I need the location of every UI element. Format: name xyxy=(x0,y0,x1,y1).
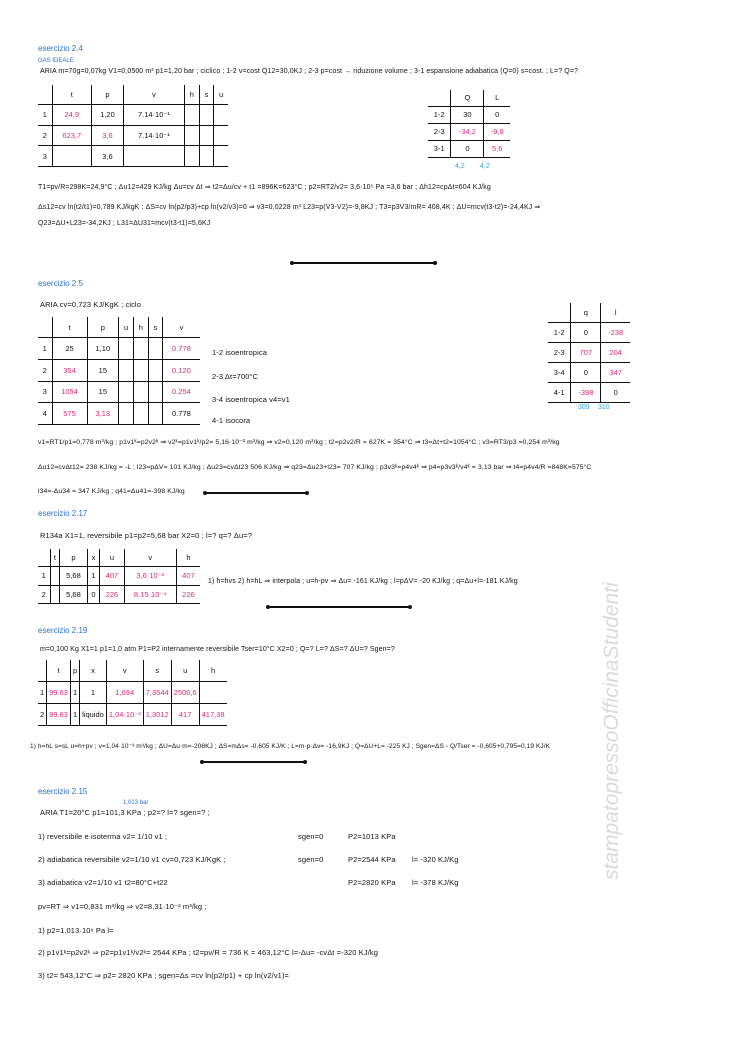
column-header xyxy=(38,660,47,681)
table-cell: 3-1 xyxy=(428,140,451,157)
table-cell: 5,6 xyxy=(484,140,510,157)
column-header: u xyxy=(119,317,134,338)
table-cell: 3 xyxy=(38,146,52,167)
case-description: 3) adiabatica v2=1/10 v1 t2=80°C+t22 xyxy=(38,878,168,887)
column-header xyxy=(548,303,571,322)
table-cell: 1 xyxy=(87,567,100,585)
table-cell: 0 xyxy=(571,322,601,342)
total-l: 4,2 xyxy=(480,163,490,170)
table-cell: 0.778 xyxy=(162,338,200,360)
table-cell: 4 xyxy=(38,403,52,425)
table-cell xyxy=(52,146,91,167)
table-cell: 347 xyxy=(601,362,630,382)
process-note: 1-2 isoentropica xyxy=(212,348,267,357)
table-cell xyxy=(184,125,199,146)
table-row xyxy=(38,359,200,381)
column-header: s xyxy=(148,317,162,338)
table-header-row xyxy=(38,85,228,105)
table-cell: 1054 xyxy=(52,381,87,403)
table-cell: 30 xyxy=(451,106,484,123)
formula-line: 1) h=hvs 2) h=hL ⇒ interpola ; u=h-pv ⇒ Δu= -161 KJ/kg ; l=pΔV= -20 KJ/kg ; q=Δu+l=-181 KJ/kg xyxy=(208,578,518,585)
table-row xyxy=(38,403,200,425)
table-cell: 1,694 xyxy=(106,681,143,703)
formula-line: Δu12=cvΔt12= 238 KJ/kg = -L ; l23=pΔV= 101 KJ/kg ; Δu23=cvΔt23 506 KJ/kg ⇒ q23=Δu23+l23= 707 KJ/kg ; p3v3ᵏ=p4v4ᵏ ⇒ p4=p3v3ᵏ/v4ᵏ = 3,13 bar ⇒ t4=p4v4/R =848K=575°C xyxy=(38,464,592,471)
column-header: p xyxy=(91,85,123,105)
table-cell: 417,38 xyxy=(199,703,226,725)
table-cell: 99.63 xyxy=(47,703,71,725)
exercise-subtitle: GAS IDEALE xyxy=(38,58,74,64)
table-cell: 1-2 xyxy=(428,106,451,123)
table-cell xyxy=(199,125,213,146)
table-header-row xyxy=(428,90,510,106)
state-table xyxy=(38,317,200,425)
heat-work-table xyxy=(548,303,630,403)
column-header: p xyxy=(70,660,79,681)
table-cell: 204 xyxy=(601,342,630,362)
table-cell xyxy=(148,381,162,403)
table-header-row xyxy=(38,549,200,567)
column-header: t xyxy=(50,549,60,567)
table-cell: 4-1 xyxy=(548,382,571,402)
table-row xyxy=(548,382,630,402)
column-header: h xyxy=(133,317,148,338)
table-cell: 1,20 xyxy=(91,105,123,126)
table-cell: 24,9 xyxy=(52,105,91,126)
table-cell xyxy=(199,681,226,703)
table-cell: 0 xyxy=(571,362,601,382)
table-cell: 0 xyxy=(484,106,510,123)
table-row xyxy=(548,362,630,382)
table-cell: 7.14·10⁻¹ xyxy=(124,105,185,126)
table-cell: 623,7 xyxy=(52,125,91,146)
table-cell: 0.778 xyxy=(162,403,200,425)
column-header: x xyxy=(80,660,107,681)
table-cell xyxy=(184,146,199,167)
column-header: h xyxy=(199,660,226,681)
case-sgen: sgen=0 xyxy=(298,832,324,841)
table-cell: 3 xyxy=(38,381,52,403)
pressure-note: 1,013 bar xyxy=(123,800,149,806)
table-cell: 1 xyxy=(38,338,52,360)
problem-statement: R134a X1=1, reversibile p1=p2=5,68 bar X2=0 ; l=? q=? Δu=? xyxy=(40,531,253,540)
process-note: 3-4 isoentropica v4=v1 xyxy=(212,395,290,404)
work-line: 3) t2= 543,12°C ⇒ p2= 2820 KPa ; sgen=Δs =cv ln(p2/p1) + cp ln(v2/v1)= xyxy=(38,971,290,980)
column-header: t xyxy=(52,85,91,105)
table-row xyxy=(38,681,227,703)
column-header: p xyxy=(60,549,87,567)
table-cell xyxy=(133,359,148,381)
state-table xyxy=(38,660,227,726)
table-cell xyxy=(50,567,60,585)
table-cell: 2-3 xyxy=(428,123,451,140)
column-header xyxy=(38,549,50,567)
table-cell xyxy=(214,146,228,167)
table-cell: 0.120 xyxy=(162,359,200,381)
column-header: v xyxy=(106,660,143,681)
problem-statement: ARIA T1=20°C p1=101,3 KPa ; p2=? l=? sgen=? ; xyxy=(40,808,210,817)
table-cell: 407 xyxy=(100,567,124,585)
table-cell: 2506,6 xyxy=(171,681,199,703)
column-header: u xyxy=(171,660,199,681)
table-cell xyxy=(214,105,228,126)
section-divider xyxy=(205,492,307,494)
table-cell xyxy=(148,338,162,360)
table-cell: 5,68 xyxy=(60,585,87,603)
column-header: s xyxy=(199,85,213,105)
formula-line: Δs12=cv ln(t2/t1)=0,789 KJ/kgK ; ΔS=cv ln(p2/p3)+cp ln(v2/v3)=0 ⇒ v3=0,0228 m³ L23=p(V3-V2)=-9,8KJ ; T3=p3V3/mR= 408,4K ; ΔU=mcv(t3-t2)=-24,4KJ ⇒ xyxy=(38,204,541,211)
table-cell: 1 xyxy=(70,681,79,703)
table-cell: liquido xyxy=(80,703,107,725)
exercise-title-2-5: esercizio 2.5 xyxy=(38,279,83,288)
column-header: v xyxy=(124,549,176,567)
column-header: l xyxy=(601,303,630,322)
column-header: h xyxy=(176,549,200,567)
table-cell: -34,2 xyxy=(451,123,484,140)
column-header: u xyxy=(100,549,124,567)
table-cell xyxy=(199,146,213,167)
case-pressure: P2=1013 KPa xyxy=(348,832,396,841)
table-cell: -9,8 xyxy=(484,123,510,140)
table-row xyxy=(428,106,510,123)
case-description: 1) reversibile e isoterma v2= 1/10 v1 ; xyxy=(38,832,168,841)
table-header-row xyxy=(38,317,200,338)
formula-line: v1=RT1/p1=0,778 m³/kg ; p1v1ᵏ=p2v2ᵏ ⇒ v2ᵏ=p1v1ᵏ/p2= 5,16·10⁻² m³/kg ⇒ v2=0,120 m³/kg ; t2=p2v2/R = 627K = 354°C ⇒ t3=Δt+t2=1054°C ; v3=RT3/p3 =0,254 m³/kg xyxy=(38,439,560,446)
table-cell: 1-2 xyxy=(548,322,571,342)
column-header: L xyxy=(484,90,510,106)
exercise-title-2-17: esercizio 2.17 xyxy=(38,509,88,518)
table-cell xyxy=(133,381,148,403)
table-cell: 0 xyxy=(451,140,484,157)
exercise-title-2-4: esercizio 2.4 xyxy=(38,44,83,53)
table-cell: 1,10 xyxy=(87,338,119,360)
table-cell: 407 xyxy=(176,567,200,585)
table-cell: 3,6 xyxy=(91,146,123,167)
column-header: v xyxy=(162,317,200,338)
table-cell: 1,3012 xyxy=(143,703,171,725)
total-q: 309 xyxy=(578,404,590,411)
total-q: 4,2 xyxy=(455,163,465,170)
column-header: u xyxy=(214,85,228,105)
table-cell: 0 xyxy=(601,382,630,402)
section-divider xyxy=(268,606,410,608)
table-cell xyxy=(148,403,162,425)
column-header xyxy=(428,90,451,106)
exercise-title-2-19: esercizio 2.19 xyxy=(38,626,88,635)
problem-statement: ARIA m=70g=0,07kg V1=0,0500 m³ p1=1,20 bar ; ciclico ; 1-2 v=cost Q12=30,0KJ ; 2-3 p=cost → riduzione volume ; 3-1 espansione adiabatica (Q=0) s=cost. ; L=? Q=? xyxy=(40,68,578,75)
state-table xyxy=(38,549,200,604)
table-cell: 575 xyxy=(52,403,87,425)
column-header: v xyxy=(124,85,185,105)
table-cell: 354 xyxy=(52,359,87,381)
table-cell: 8.15·10⁻⁴ xyxy=(124,585,176,603)
exercise-title-2-15: esercizio 2.15 xyxy=(38,787,88,796)
problem-statement: m=0,100 Kg X1=1 p1=1,0 atm P1=P2 internamente reversibile Tser=10°C X2=0 ; Q=? L=? ΔS=? ΔU=? Sgen=? xyxy=(40,646,395,653)
work-line: 1) p2=1,013·10⁶ Pa l= xyxy=(38,926,114,935)
table-row xyxy=(548,322,630,342)
table-cell: 707 xyxy=(571,342,601,362)
table-row xyxy=(38,125,228,146)
table-cell: 1 xyxy=(70,703,79,725)
table-cell xyxy=(133,338,148,360)
column-header: h xyxy=(184,85,199,105)
table-cell: 5,68 xyxy=(60,567,87,585)
table-cell: 1 xyxy=(38,105,52,126)
problem-statement: ARIA cv=0,723 KJ/KgK ; ciclo xyxy=(40,300,141,309)
table-cell xyxy=(184,105,199,126)
table-cell: 1,04·10⁻³ xyxy=(106,703,143,725)
formula-line: T1=pv/R=298K=24,9°C ; Δu12=429 KJ/kg Δu=cv Δt ⇒ t2=Δu/cv + t1 =896K=623°C ; p2=RT2/v2= 3,6·10⁵ Pa =3,6 bar ; Δh12=cpΔt=604 KJ/kg xyxy=(38,184,491,191)
table-cell: 99.63 xyxy=(47,681,71,703)
table-cell: 25 xyxy=(52,338,87,360)
process-note: 2-3 Δt=700°C xyxy=(212,372,259,381)
table-cell: 1 xyxy=(38,567,50,585)
table-row xyxy=(428,140,510,157)
table-cell: 15 xyxy=(87,359,119,381)
table-cell: 417 xyxy=(171,703,199,725)
table-row xyxy=(548,342,630,362)
table-cell: 7.14·10⁻¹ xyxy=(124,125,185,146)
table-row xyxy=(38,585,200,603)
work-line: pv=RT ⇒ v1=0,831 m³/kg ⇒ v2=8,31·10⁻² m³/kg ; xyxy=(38,902,207,911)
table-header-row xyxy=(548,303,630,322)
column-header: s xyxy=(143,660,171,681)
table-row xyxy=(38,381,200,403)
table-row xyxy=(428,123,510,140)
column-header: x xyxy=(87,549,100,567)
table-cell: 2 xyxy=(38,125,52,146)
total-l: 310 xyxy=(598,404,610,411)
table-cell xyxy=(119,381,134,403)
case-sgen: sgen=0 xyxy=(298,855,324,864)
table-cell xyxy=(148,359,162,381)
table-cell xyxy=(119,359,134,381)
table-cell: 226 xyxy=(100,585,124,603)
table-cell: 3-4 xyxy=(548,362,571,382)
column-header: Q xyxy=(451,90,484,106)
case-pressure: P2=2820 KPa xyxy=(348,878,396,887)
table-cell: 2 xyxy=(38,585,50,603)
table-cell: 2 xyxy=(38,703,47,725)
table-row xyxy=(38,703,227,725)
table-row xyxy=(38,105,228,126)
formula-line: Q23=ΔU+L23=-34,2KJ ; L31=ΔU31=mcv(t3-t1)=5,6KJ xyxy=(38,220,211,227)
table-cell xyxy=(214,125,228,146)
case-work: l= -378 KJ/Kg xyxy=(412,878,459,887)
formula-line: l34=-Δu34 = 347 KJ/kg ; q41=Δu41=-398 KJ/kg xyxy=(38,488,185,495)
heat-work-table xyxy=(428,90,510,158)
case-pressure: P2=2544 KPa xyxy=(348,855,396,864)
table-cell: 3,6·10⁻² xyxy=(124,567,176,585)
table-cell: 3,13 xyxy=(87,403,119,425)
table-row xyxy=(38,146,228,167)
table-cell: -398 xyxy=(571,382,601,402)
table-cell xyxy=(133,403,148,425)
column-header: p xyxy=(87,317,119,338)
table-cell xyxy=(199,105,213,126)
table-cell: 7,3544 xyxy=(143,681,171,703)
table-row xyxy=(38,338,200,360)
table-cell: 2 xyxy=(38,359,52,381)
table-cell xyxy=(50,585,60,603)
table-cell: -238 xyxy=(601,322,630,342)
section-divider xyxy=(202,761,305,763)
table-cell xyxy=(124,146,185,167)
table-cell: 1 xyxy=(38,681,47,703)
table-row xyxy=(38,567,200,585)
table-cell: 2-3 xyxy=(548,342,571,362)
case-work: l= -320 KJ/Kg xyxy=(412,855,459,864)
case-description: 2) adiabatica reversibile v2=1/10 v1 cv=0,723 KJ/KgK ; xyxy=(38,855,226,864)
table-cell: 3,6 xyxy=(91,125,123,146)
column-header: q xyxy=(571,303,601,322)
watermark: stampatopressoOfficinaStudenti xyxy=(600,582,623,880)
table-cell: 15 xyxy=(87,381,119,403)
table-cell xyxy=(119,338,134,360)
table-header-row xyxy=(38,660,227,681)
state-table xyxy=(38,85,228,167)
section-divider xyxy=(292,262,435,264)
column-header xyxy=(38,85,52,105)
table-cell: 1 xyxy=(80,681,107,703)
column-header xyxy=(38,317,52,338)
table-cell xyxy=(119,403,134,425)
column-header: t xyxy=(52,317,87,338)
table-cell: 0.254 xyxy=(162,381,200,403)
formula-line: 1) h=hL s=sL u=h+pv ; v=1,04·10⁻³ m³/kg ; ΔU=Δu·m=-208KJ ; ΔS=mΔs= -0,605 KJ/K ; L=m·p·Δv= -16,9KJ ; Q=ΔU+L= -225 KJ ; Sgen=ΔS - Q/Tser = -0,605+0,795=0,19 KJ/K xyxy=(30,743,551,750)
table-cell: 0 xyxy=(87,585,100,603)
column-header: t xyxy=(47,660,71,681)
process-note: 4-1 isocora xyxy=(212,416,251,425)
work-line: 2) p1v1ᵏ=p2v2ᵏ ⇒ p2=p1v1ᵏ/v2ᵏ= 2544 KPa ; t2=pv/R = 736 K = 463,12°C l=-Δu= -cvΔt =-320 KJ/kg xyxy=(38,948,379,957)
table-cell: 226 xyxy=(176,585,200,603)
